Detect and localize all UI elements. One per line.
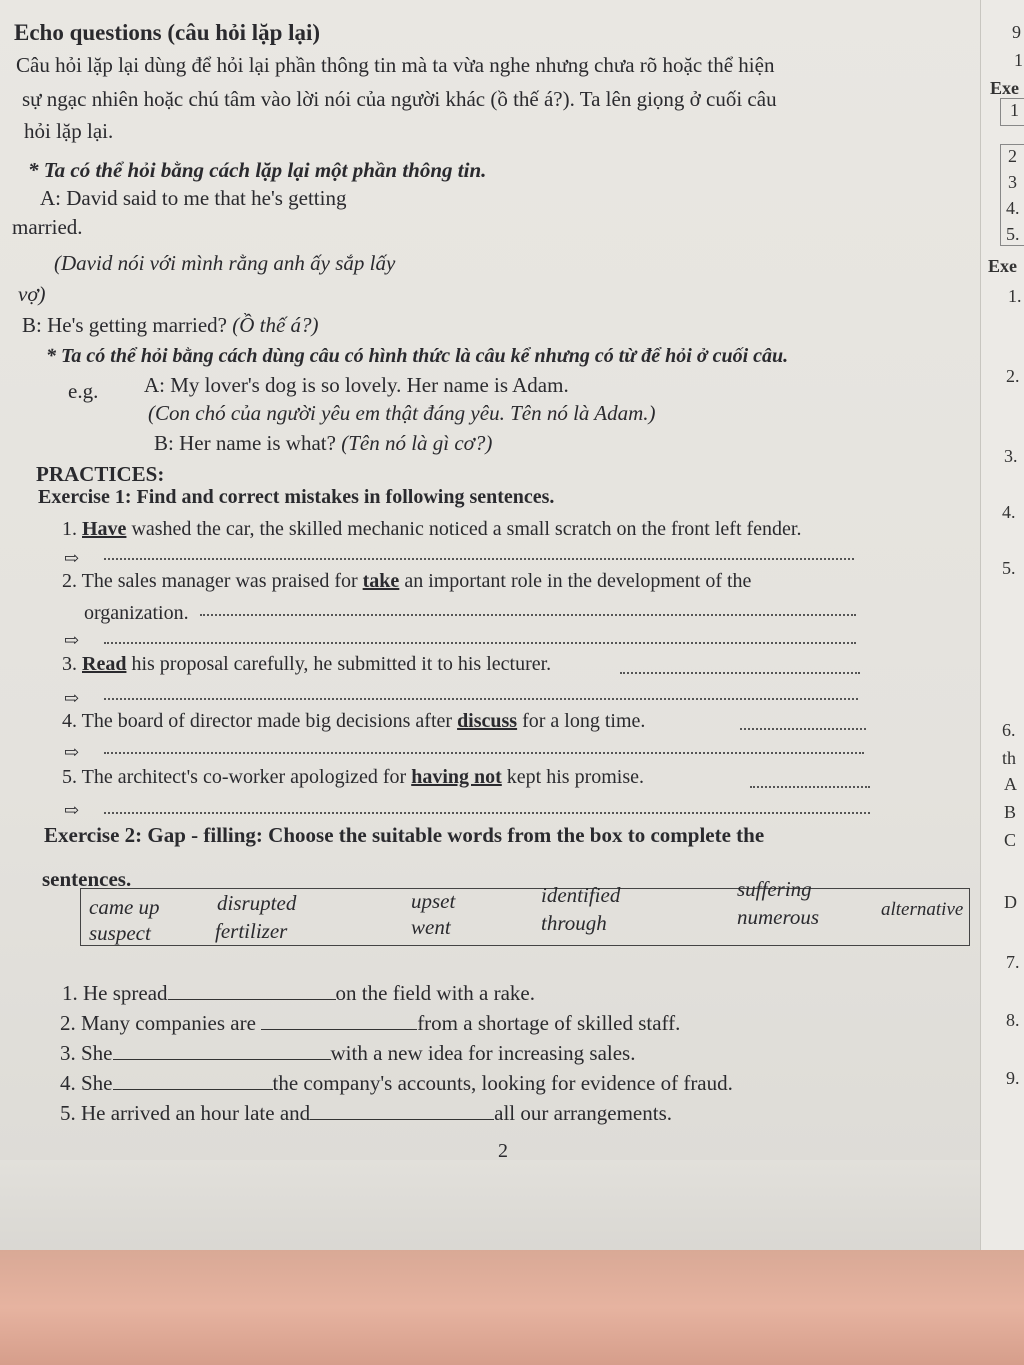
example1-translation-line1: (David nói với mình rằng anh ấy sắp lấy (54, 251, 396, 275)
margin-text: 9. (1006, 1068, 1020, 1088)
example2-translation: (Con chó của người yêu em thật đáng yêu. Tên nó là Adam.) (148, 401, 656, 425)
word-identified: identified (541, 883, 621, 907)
word-through: through (541, 911, 607, 935)
exercise1-item-2 (62, 568, 751, 594)
intro-line-3: hỏi lặp lại. (24, 119, 114, 143)
word-alternative: alternative (881, 899, 964, 920)
sentence-rest: from a shortage of skilled staff. (417, 1011, 681, 1035)
example1-b-translation: (Ồ thế á?) (232, 313, 319, 337)
example1-b-text: B: He's getting married? (22, 313, 227, 337)
example2-b-text: B: Her name is what? (154, 431, 336, 455)
gap-blank[interactable] (113, 1041, 331, 1060)
example2-a: A: My lover's dog is so lovely. Her name is Adam. (144, 373, 569, 397)
answer-line[interactable] (104, 642, 856, 644)
exercise2-item-3 (60, 1040, 635, 1066)
mistake-word: having not (411, 766, 502, 788)
sentence-rest: washed the car, the skilled mechanic noticed a small scratch on the front left fender. (126, 518, 802, 540)
margin-text: 7. (1006, 952, 1020, 972)
exercise2-item-2 (60, 1010, 680, 1036)
sentence-start: She (81, 1041, 113, 1065)
margin-text: 3. (1004, 446, 1018, 466)
item-number: 1. (62, 981, 78, 1005)
margin-text: 5. (1002, 558, 1016, 578)
sentence-start: The architect's co-worker apologized for (81, 766, 412, 788)
sentence-rest: all our arrangements. (494, 1101, 672, 1125)
exercise1-item-5 (62, 764, 644, 790)
exercise2-item-5 (60, 1100, 672, 1126)
margin-text: 2. (1006, 366, 1020, 386)
item-number: 4. (60, 1071, 76, 1095)
sentence-start: The sales manager was praised for (81, 570, 363, 592)
item-number: 3. (62, 653, 77, 675)
answer-line[interactable] (750, 786, 870, 788)
word-went: went (411, 915, 451, 939)
margin-text: B (1004, 802, 1017, 822)
sentence-rest: on the field with a rake. (335, 981, 535, 1005)
item-number: 1. (62, 518, 77, 540)
eg-label: e.g. (68, 379, 99, 403)
sentence-rest: for a long time. (517, 710, 646, 732)
sentence-start: Many companies are (81, 1011, 262, 1035)
margin-text: Exe (988, 256, 1017, 276)
rule-1: * Ta có thể hỏi bằng cách lặp lại một phần thông tin. (28, 158, 487, 182)
margin-text: 3 (1008, 172, 1017, 192)
answer-line[interactable] (104, 752, 864, 754)
intro-line-2: sự ngạc nhiên hoặc chú tâm vào lời nói của người khác (ồ thế á?). Ta lên giọng ở cuối câu (22, 87, 777, 111)
answer-arrow-icon: ⇨ (64, 548, 80, 568)
mistake-word: Read (82, 653, 127, 675)
sentence-start: She (81, 1071, 113, 1095)
exercise1-item-2-cont: organization. (84, 602, 189, 624)
item-number: 5. (60, 1101, 76, 1125)
margin-text: D (1004, 892, 1017, 912)
sentence-start: He spread (83, 981, 168, 1005)
gap-blank[interactable] (168, 981, 336, 1000)
section-title: Echo questions (câu hỏi lặp lại) (14, 20, 321, 45)
margin-text: 2 (1008, 146, 1017, 166)
word-numerous: numerous (737, 905, 820, 929)
example2-b-translation: (Tên nó là gì cơ?) (341, 431, 493, 455)
gap-blank[interactable] (261, 1011, 417, 1030)
item-number: 3. (60, 1041, 76, 1065)
item-number: 2. (62, 570, 77, 592)
exercise1-item-1 (62, 516, 802, 542)
exercise2-item-4 (60, 1070, 733, 1096)
answer-arrow-icon: ⇨ (64, 742, 80, 762)
sentence-rest: kept his promise. (501, 766, 645, 788)
exercise2-title-line1: Exercise 2: Gap - filling: Choose the suitable words from the box to complete the (44, 823, 765, 847)
sentence-rest: his proposal carefully, he submitted it to his lecturer. (126, 653, 552, 675)
sentence-rest: an important role in the development of the (399, 570, 752, 592)
exercise2-item-1 (62, 980, 535, 1006)
gap-blank[interactable] (310, 1101, 494, 1120)
gap-blank[interactable] (113, 1071, 273, 1090)
practices-heading: PRACTICES: (36, 462, 165, 486)
mistake-word: take (362, 570, 400, 592)
answer-line[interactable] (740, 728, 866, 730)
margin-text: 1 (1010, 100, 1019, 120)
margin-text: 1. (1008, 286, 1022, 306)
exercise1-item-4 (62, 708, 645, 734)
margin-text: 1 (1014, 50, 1023, 70)
item-number: 2. (60, 1011, 76, 1035)
intro-line-1: Câu hỏi lặp lại dùng để hỏi lại phần thông tin mà ta vừa nghe nhưng chưa rõ hoặc thể hiện (16, 53, 775, 77)
example1-b (22, 312, 319, 338)
exercise1-title: Exercise 1: Find and correct mistakes in following sentences. (38, 486, 555, 508)
margin-text: 4. (1002, 502, 1016, 522)
rule-2: * Ta có thể hỏi bằng cách dùng câu có hình thức là câu kể nhưng có từ để hỏi ở cuối câu. (46, 345, 789, 367)
sentence-start: The board of director made big decisions after (81, 710, 458, 732)
example2-b (154, 430, 492, 456)
word-suspect: suspect (89, 921, 151, 945)
margin-text: 4. (1006, 198, 1020, 218)
margin-text: th (1002, 748, 1017, 768)
example1-a-line2: married. (12, 215, 83, 239)
word-came-up: came up (89, 895, 160, 919)
margin-text: 9 (1012, 22, 1021, 42)
item-number: 4. (62, 710, 77, 732)
answer-arrow-icon: ⇨ (64, 630, 80, 650)
mistake-word: discuss (457, 710, 518, 732)
word-upset: upset (411, 889, 456, 913)
word-suffering: suffering (737, 877, 812, 901)
word-fertilizer: fertilizer (215, 919, 288, 943)
exercise2-title-line2: sentences. (42, 867, 132, 891)
answer-line[interactable] (200, 614, 856, 616)
margin-text: 5. (1006, 224, 1020, 244)
margin-text: Exe (990, 78, 1019, 98)
answer-line[interactable] (104, 812, 870, 814)
example1-translation-line2: vợ) (18, 282, 46, 306)
answer-line[interactable] (620, 672, 860, 674)
background-cloth (0, 1250, 1024, 1365)
exercise1-item-3 (62, 651, 551, 677)
sentence-rest: the company's accounts, looking for evidence of fraud. (272, 1071, 733, 1095)
margin-text: 6. (1002, 720, 1016, 740)
page-number: 2 (498, 1140, 508, 1162)
mistake-word: Have (82, 518, 127, 540)
word-disrupted: disrupted (217, 891, 297, 915)
margin-text: 8. (1006, 1010, 1020, 1030)
margin-text: A (1004, 774, 1017, 794)
answer-line[interactable] (104, 698, 858, 700)
sentence-start: He arrived an hour late and (81, 1101, 311, 1125)
answer-line[interactable] (104, 558, 854, 560)
answer-arrow-icon: ⇨ (64, 688, 80, 708)
example1-a-line1: A: David said to me that he's getting (40, 186, 347, 210)
answer-arrow-icon: ⇨ (64, 800, 80, 820)
item-number: 5. (62, 766, 77, 788)
word-box (80, 877, 970, 946)
margin-text: C (1004, 830, 1017, 850)
sentence-rest: with a new idea for increasing sales. (330, 1041, 636, 1065)
